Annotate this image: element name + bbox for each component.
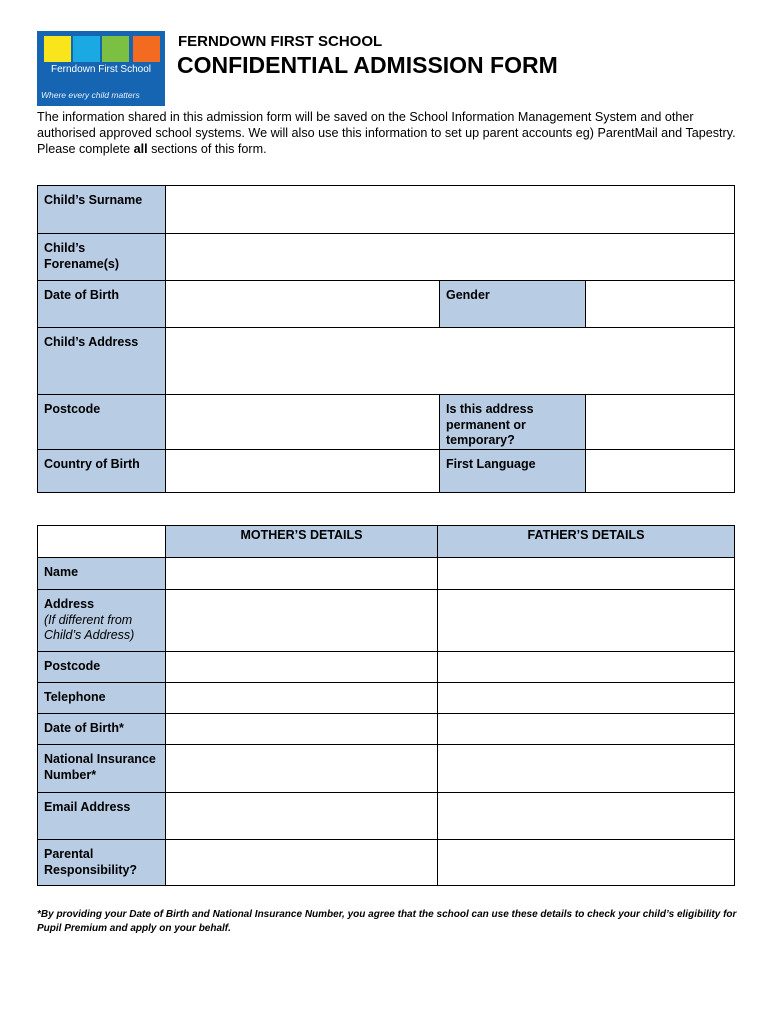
footnote: *By providing your Date of Birth and National Insurance Number, you agree that the school can use these details to check your child’s eligibility for Pupil Premium and apply on your behalf. [37,909,737,934]
mother-email-field[interactable] [166,793,438,840]
mother-postcode-field[interactable] [166,652,438,683]
intro-paragraph [37,109,737,157]
label-country-of-birth: Country of Birth [38,449,166,492]
label-parental-responsibility: Parental Responsibility? [38,840,166,886]
father-ni-field[interactable] [438,745,735,793]
father-email-field[interactable] [438,793,735,840]
logo-orange-square [133,36,160,62]
father-details-header: FATHER’S DETAILS [438,526,735,558]
logo-yellow-square [44,36,71,62]
postcode-field[interactable] [166,395,440,450]
address-permanent-field[interactable] [586,395,735,450]
form-title: CONFIDENTIAL ADMISSION FORM [177,52,558,78]
label-gender: Gender [440,281,586,328]
label-date-of-birth: Date of Birth [38,281,166,328]
label-parent-address [38,590,166,652]
logo-blue-square [73,36,100,62]
mother-details-header: MOTHER’S DETAILS [166,526,438,558]
label-postcode: Postcode [38,395,166,450]
label-child-address: Child’s Address [38,328,166,395]
father-dob-field[interactable] [438,714,735,745]
label-parent-address-text: Address [44,597,95,611]
school-name: FERNDOWN FIRST SCHOOL [178,33,383,50]
mother-dob-field[interactable] [166,714,438,745]
mother-telephone-field[interactable] [166,683,438,714]
mother-ni-field[interactable] [166,745,438,793]
father-name-field[interactable] [438,558,735,590]
mother-parental-responsibility-field[interactable] [166,840,438,886]
father-postcode-field[interactable] [438,652,735,683]
label-parent-dob: Date of Birth* [38,714,166,745]
label-parent-address-note: (If different from Child’s Address) [44,612,135,642]
table-corner-cell [38,526,166,558]
father-parental-responsibility-field[interactable] [438,840,735,886]
gender-field[interactable] [586,281,735,328]
father-address-field[interactable] [438,590,735,652]
school-logo [37,31,165,106]
label-first-language: First Language [440,449,586,492]
label-parent-ni-number: National Insurance Number* [38,745,166,793]
child-address-field[interactable] [166,328,735,395]
mother-name-field[interactable] [166,558,438,590]
father-telephone-field[interactable] [438,683,735,714]
country-of-birth-field[interactable] [166,449,440,492]
label-parent-name: Name [38,558,166,590]
parent-details-table [37,525,735,886]
child-forenames-field[interactable] [166,234,735,281]
label-address-permanent: Is this address permanent or temporary? [440,395,586,450]
label-parent-postcode: Postcode [38,652,166,683]
date-of-birth-field[interactable] [166,281,440,328]
intro-text-before: The information shared in this admission form will be saved on the School Information Management System and other authorised approved school systems. We will also use this information to set up parent accounts eg) ParentMail and Tapestry. Please complete [37,110,736,156]
logo-school-name: Ferndown First School [50,64,152,75]
label-parent-telephone: Telephone [38,683,166,714]
label-parent-email: Email Address [38,793,166,840]
child-surname-field[interactable] [166,186,735,234]
first-language-field[interactable] [586,449,735,492]
label-child-surname: Child’s Surname [38,186,166,234]
mother-address-field[interactable] [166,590,438,652]
logo-tagline: Where every child matters [41,90,140,100]
intro-text-after: sections of this form. [147,142,267,156]
intro-bold-word: all [133,142,148,156]
child-details-table [37,185,735,493]
label-child-forenames: Child’s Forename(s) [38,234,166,281]
logo-green-square [102,36,129,62]
